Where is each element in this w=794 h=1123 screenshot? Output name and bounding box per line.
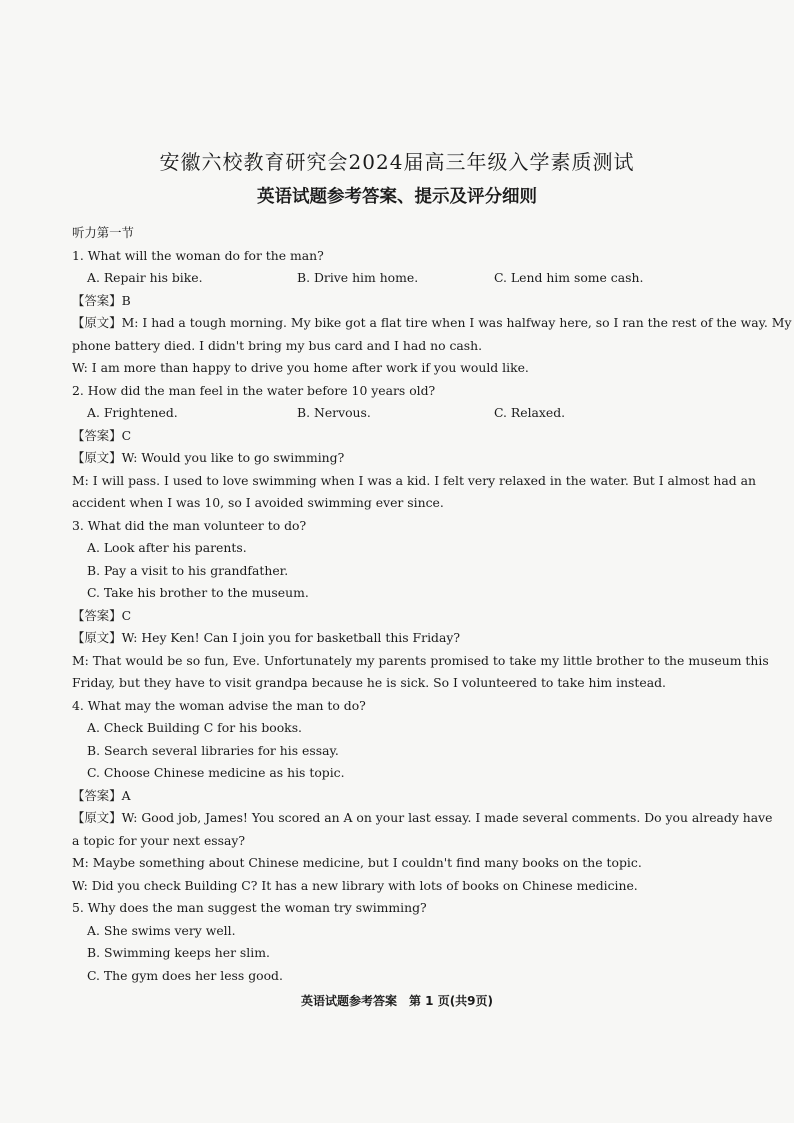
question-5-option-a: A. She swims very well. — [87, 922, 236, 938]
answer-1 — [72, 290, 718, 313]
answer-2 — [72, 425, 718, 448]
option-b: B. Nervous. — [297, 405, 371, 420]
question-5: 5. Why does the man suggest the woman try swimming? — [72, 900, 427, 915]
question-4-option-a: A. Check Building C for his books. — [87, 720, 302, 735]
option-a: A. Repair his bike. — [87, 270, 203, 285]
section-heading: 听力第一节 — [72, 225, 134, 240]
answer-value: A — [121, 787, 131, 803]
answer-label: 【答案】 — [72, 427, 122, 443]
script-4-line-1: 【原文】W: Good job, James! You scored an A on your last essay. I made several comments. Do you already have — [72, 810, 773, 825]
answer-3 — [72, 605, 718, 628]
script-4-line-2: a topic for your next essay? — [72, 832, 246, 848]
answer-value: B — [121, 292, 131, 308]
script-label: 【原文】 — [72, 810, 122, 825]
option-c: C. Lend him some cash. — [494, 270, 644, 285]
question-5-option-c: C. The gym does her less good. — [87, 967, 283, 983]
option-a: A. Frightened. — [87, 405, 178, 420]
option-c: C. Relaxed. — [494, 405, 566, 420]
script-1-line-2: phone battery died. I didn't bring my bus card and I had no cash. — [72, 337, 483, 353]
question-3-option-b: B. Pay a visit to his grandfather. — [87, 562, 289, 578]
script-label: 【原文】 — [72, 630, 122, 645]
question-3-option-a: A. Look after his parents. — [87, 540, 247, 555]
answer-value: C — [121, 607, 132, 623]
script-label: 【原文】 — [72, 450, 122, 465]
answer-4 — [72, 785, 718, 808]
script-label: 【原文】 — [72, 315, 122, 330]
page-title: 安徽六校教育研究会2024届高三年级入学素质测试 — [159, 150, 635, 174]
script-2-line-3: accident when I was 10, so I avoided swimming ever since. — [72, 495, 444, 510]
script-1-line-3: W: I am more than happy to drive you home after work if you would like. — [72, 360, 529, 375]
question-2-options — [72, 402, 718, 425]
question-4: 4. What may the woman advise the man to do? — [72, 697, 366, 713]
question-1-options — [72, 267, 718, 290]
script-3-line-1: 【原文】W: Hey Ken! Can I join you for basketball this Friday? — [72, 630, 460, 645]
script-4-line-3: M: Maybe something about Chinese medicine, but I couldn't find many books on the topic. — [72, 855, 642, 870]
document-body — [72, 222, 792, 987]
answer-label: 【答案】 — [72, 787, 122, 803]
answer-label: 【答案】 — [72, 292, 122, 308]
script-3-line-3: Friday, but they have to visit grandpa because he is sick. So I volunteered to take him instead. — [72, 675, 666, 690]
question-4-option-c: C. Choose Chinese medicine as his topic. — [87, 765, 345, 780]
question-3-option-c: C. Take his brother to the museum. — [87, 585, 309, 600]
script-2-line-2: M: I will pass. I used to love swimming when I was a kid. I felt very relaxed in the water. But I almost had an — [72, 472, 756, 488]
script-2-line-1: 【原文】W: Would you like to go swimming? — [72, 450, 345, 465]
question-1: 1. What will the woman do for the man? — [72, 247, 324, 263]
script-1-line-1: 【原文】M: I had a tough morning. My bike got a flat tire when I was halfway here, so I ran the rest of the way. My — [72, 315, 792, 330]
script-3-line-2: M: That would be so fun, Eve. Unfortunately my parents promised to take my little brother to the museum this — [72, 652, 769, 668]
question-4-option-b: B. Search several libraries for his essay. — [87, 742, 339, 758]
page-footer: 英语试题参考答案 第 1 页(共9页) — [300, 994, 494, 1008]
question-5-option-b: B. Swimming keeps her slim. — [87, 945, 270, 960]
script-4-line-4: W: Did you check Building C? It has a new library with lots of books on Chinese medicine. — [72, 877, 638, 893]
answer-label: 【答案】 — [72, 607, 122, 623]
page-subtitle: 英语试题参考答案、提示及评分细则 — [257, 187, 537, 207]
option-b: B. Drive him home. — [297, 270, 419, 285]
question-2: 2. How did the man feel in the water before 10 years old? — [72, 382, 436, 398]
answer-value: C — [121, 427, 132, 443]
question-3: 3. What did the man volunteer to do? — [72, 517, 307, 533]
